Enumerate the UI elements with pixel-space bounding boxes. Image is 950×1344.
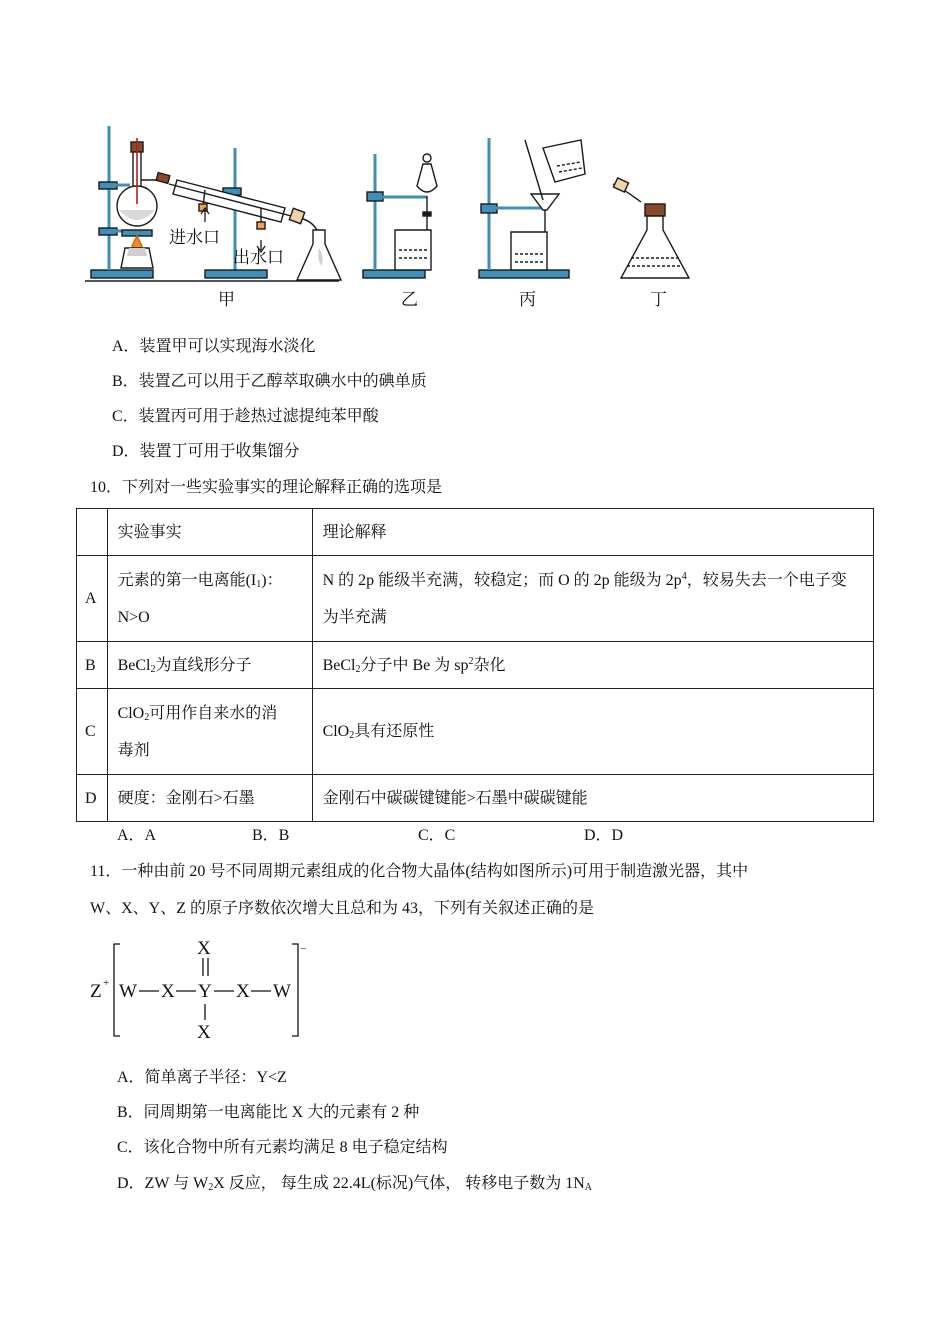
atom-w-right: W [273,981,291,1002]
caption-yi: 乙 [401,290,418,310]
row-fact: BeCl$_2$为直线形分子 [107,642,312,689]
table-row [77,556,874,642]
row-label: D [77,775,108,822]
header-label-cell [77,509,108,556]
q11-option-d: D．ZW 与 $W_2X$ 反应， 每生成 22.4L(标况)气体， 转移电子数为 $1N_A$ [117,1175,593,1193]
q11-stem-line1: 11．一种由前 20 号不同周期元素组成的化合物大晶体(结构如图所示)可用于制造激光器，其中 [90,863,749,880]
q11-option-c: C．该化合物中所有元素均满足 8 电子稳定结构 [117,1139,448,1156]
apparatus-figure [85,118,705,313]
q9-option-c: C．装置丙可用于趁热过滤提纯苯甲酸 [112,408,379,425]
header-fact: 实验事实 [107,509,312,556]
conical-flask-4 [621,216,689,278]
q10-option-c: C．C [418,827,456,844]
structure-diagram [90,936,320,1042]
cation-z: Z [90,981,102,1002]
inlet-label: 进水口 [169,228,220,248]
table-row [77,689,874,775]
q10-option-b: B．B [252,827,290,844]
row-theory: N 的 2p 能级半充满，较稳定；而 O 的 2p 能级为 $2p^4$，较易失去一个电子变 为半充满 [312,556,873,642]
row-fact: 元素的第一电离能$(I_1)$： N>O [107,556,312,642]
row-theory: 金刚石中碳碳键键能>石墨中碳碳键能 [312,775,873,822]
table-row [77,642,874,689]
q9-option-b: B．装置乙可以用于乙醇萃取碘水中的碘单质 [112,373,427,390]
row-label: B [77,642,108,689]
row-theory: ClO$_2$具有还原性 [312,689,873,775]
caption-jia: 甲 [218,290,235,310]
table-header-row [77,509,874,556]
stand-base-1 [91,270,153,278]
cation-charge: + [103,977,110,989]
atom-x-bottom: X [197,1022,211,1042]
q10-option-d: D．D [584,827,624,844]
row-label: C [77,689,108,775]
q11-stem-line2: W、X、Y、Z 的原子序数依次增大且总和为 43，下列有关叙述正确的是 [90,900,594,917]
row-fact: ClO$_2$可用作自来水的消 毒剂 [107,689,312,775]
header-theory: 理论解释 [312,509,873,556]
q10-stem: 10．下列对一些实验事实的理论解释正确的选项是 [90,479,443,496]
q11-option-a: A．简单离子半径：Y<Z [117,1069,287,1086]
q9-option-d: D．装置丁可用于收集馏分 [112,443,300,460]
q10-option-a: A．A [117,827,157,844]
atom-x-top: X [197,938,211,959]
caption-ding: 丁 [650,290,667,310]
atom-y: Y [198,981,212,1002]
atom-x-right: X [236,981,250,1002]
anion-charge: − [300,943,307,955]
row-theory: BeCl$_2$分子中 Be 为 $sp^2$杂化 [312,642,873,689]
row-fact: 硬度：金刚石>石墨 [107,775,312,822]
table-row [77,775,874,822]
pouring-beaker [543,140,585,182]
beaker-3 [511,232,547,270]
outlet-label: 出水口 [233,248,284,268]
q11-option-b: B．同周期第一电离能比 X 大的元素有 2 种 [117,1104,420,1121]
q9-option-a: A．装置甲可以实现海水淡化 [112,338,316,355]
row-label: A [77,556,108,642]
caption-bing: 丙 [519,290,536,310]
q10-table [76,508,874,822]
atom-w-left: W [119,981,137,1002]
atom-x-left: X [161,981,175,1002]
condenser [173,180,285,222]
separatory-funnel [417,164,437,192]
